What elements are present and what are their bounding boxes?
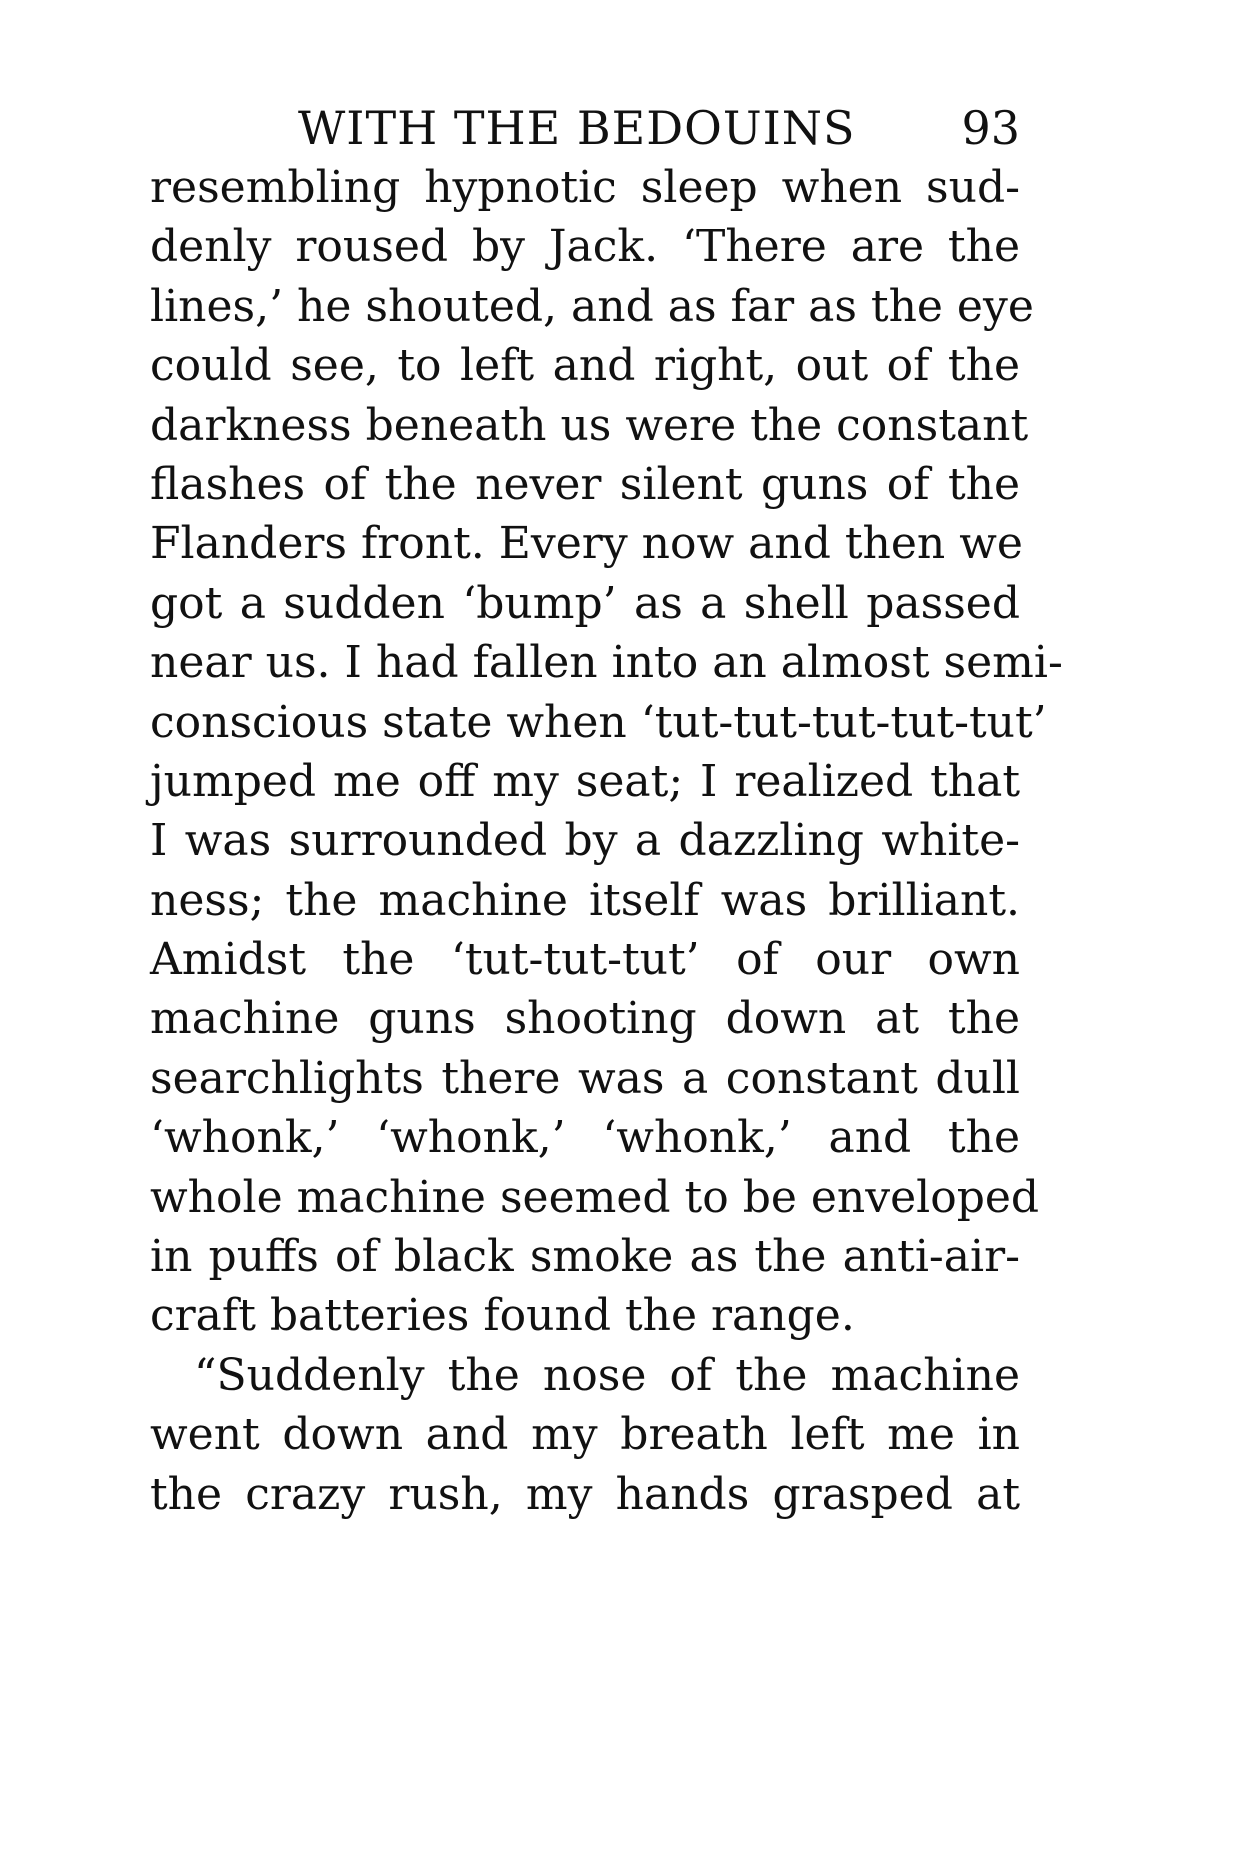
running-title: WITH THE BEDOUINS [298, 101, 856, 155]
text-line: ‘whonk,’ ‘whonk,’ ‘whonk,’ and the [150, 1112, 1020, 1164]
text-line: resembling hypnotic sleep when sud- [150, 162, 1020, 213]
text-line: got a sudden ‘bump’ as a shell passed [150, 577, 1020, 629]
text-line: jumped me off my seat; I realized that [150, 755, 1020, 807]
text-line: craft batteries found the range. [150, 1290, 855, 1342]
text-line: I was surrounded by a dazzling white- [150, 815, 1020, 867]
text-line: in puffs of black smoke as the anti-air- [150, 1231, 1020, 1283]
text-line: denly roused by Jack. ‘There are the [150, 221, 1020, 273]
text-line: could see, to left and right, out of the [150, 340, 1020, 392]
text-line: Flanders front. Every now and then we [150, 518, 1023, 570]
text-line: conscious state when ‘tut-tut-tut-tut-tut’ [150, 696, 1047, 748]
running-head [150, 98, 1020, 158]
text-line: went down and my breath left me in [150, 1409, 1020, 1461]
page-number: 93 [961, 101, 1020, 155]
text-line: darkness beneath us were the constant [150, 399, 1029, 451]
text-line: Amidst the ‘tut-tut-tut’ of our own [150, 934, 1020, 986]
body-text [150, 158, 1063, 1524]
text-line: searchlights there was a constant dull [150, 1052, 1020, 1104]
text-line: ness; the machine itself was brilliant. [150, 874, 1020, 926]
text-line: whole machine seemed to be enveloped [150, 1171, 1040, 1223]
text-line: the crazy rush, my hands grasped at [150, 1468, 1020, 1520]
text-line: lines,’ he shouted, and as far as the eye [150, 280, 1034, 332]
text-line: flashes of the never silent guns of the [150, 458, 1020, 510]
text-line: near us. I had fallen into an almost semi- [150, 637, 1063, 689]
text-line: “Suddenly the nose of the machine [194, 1349, 1020, 1401]
text-line: machine guns shooting down at the [150, 993, 1020, 1045]
